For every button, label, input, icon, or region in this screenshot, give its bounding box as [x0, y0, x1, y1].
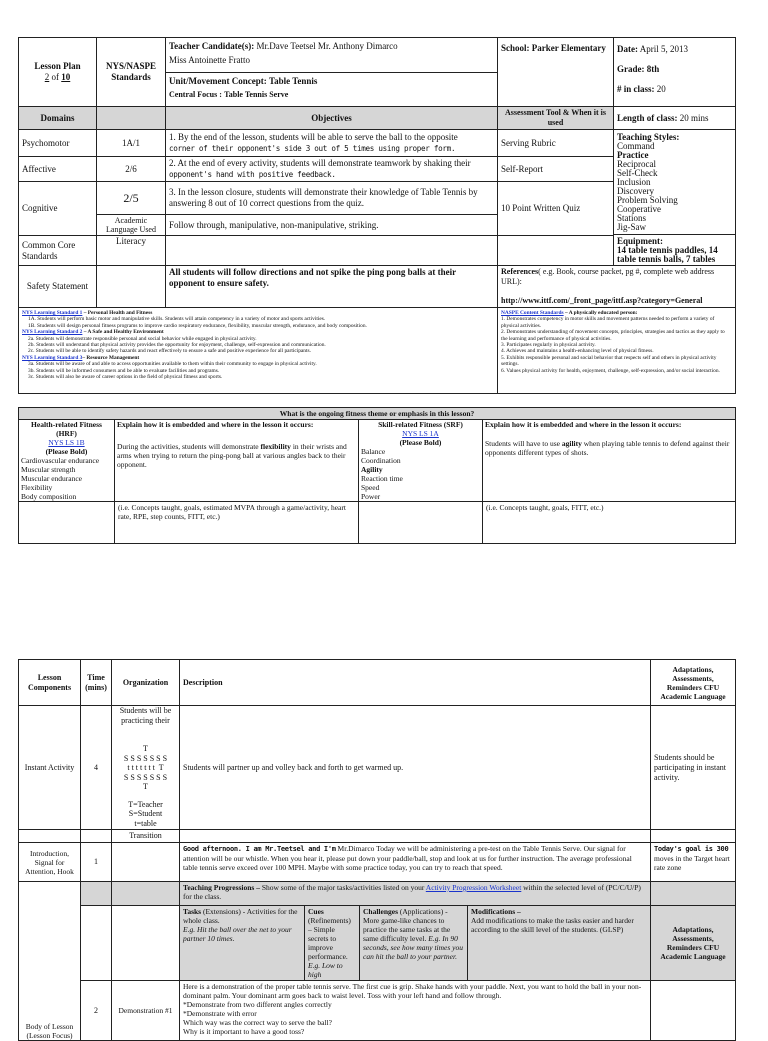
hrf-explanation — [117, 442, 356, 469]
lesson-total: 10 — [61, 72, 71, 82]
hrf-text-post: in their wrists and arms when trying to return the ping-pong ball at various angles back to their opponent. — [117, 442, 347, 469]
naspe-standards-list — [501, 316, 732, 374]
srf-cell — [359, 420, 483, 502]
lesson-plan-table — [18, 37, 736, 394]
nys-standard-title: – A Safe and Healthy Environment — [82, 329, 164, 336]
body-org: Demonstration #1 — [112, 981, 180, 1041]
domains-header: Domains — [19, 107, 97, 130]
tasks-text: (Extensions) - Activities for the whole class. — [183, 907, 298, 925]
modifications-cell — [468, 906, 651, 981]
academic-language-label: Academic Language Used — [97, 215, 166, 236]
nys-standard-line: 1B. Students will design personal fitness programs to improve cardio respiratory endurance, flexibility, muscular strength, endurance, and body composition. — [28, 322, 367, 329]
col-organization: Organization — [112, 660, 180, 706]
objective-text-a: 1. By the end of the lesson, students will be able to serve the ball to the opposite — [169, 132, 458, 142]
literacy-label: Literacy — [97, 236, 166, 266]
teacher-label: Teacher Candidate(s): — [169, 41, 255, 51]
srf-item: Power — [361, 492, 381, 501]
objective-text-a: 2. At the end of every activity, students will demonstrate teamwork by shaking their — [169, 158, 471, 168]
activity-progression-link[interactable]: Activity Progression Worksheet — [425, 883, 522, 892]
body-desc-line: Which way was the correct way to serve the ball? — [183, 1018, 332, 1027]
grade-label: Grade: — [617, 64, 645, 74]
col-adaptations: Adaptations, Assessments, Reminders CFU Academic Language — [651, 660, 736, 706]
challenges-text: (Applications) - More game-like chances to practice the same tasks at the same difficulty level. — [363, 907, 451, 943]
academic-language-text: Follow through, manipulative, non-manipulative, striking. — [166, 215, 498, 236]
hrf-cell — [19, 420, 115, 502]
references-hint: ( e.g. Book, course packet, pg #, complete web address URL): — [501, 267, 715, 286]
hrf-text-bold: flexibility — [260, 442, 291, 451]
teaching-style-item: Discovery — [617, 186, 654, 196]
naspe-standard-line: 3. Participates regularly in physical activity. — [501, 342, 596, 349]
naspe-standard-line: 6. Values physical activity for health, enjoyment, challenge, self-expression, and/or social interaction. — [501, 367, 720, 374]
hrf-text-pre: During the activities, students will demonstrate — [117, 442, 261, 451]
cues-text: (Refinements) – Simple secrets to improve performance. — [308, 916, 351, 961]
intro-label: Introduction, Signal for Attention, Hook — [19, 843, 81, 882]
challenges-cell — [360, 906, 468, 981]
hrf-item: Flexibility — [21, 483, 53, 492]
objective-psychomotor — [166, 130, 498, 157]
focus-label: Central Focus : — [169, 90, 222, 99]
naspe-standards-title: – A physically educated person: — [563, 310, 638, 316]
objective-text-b: corner of their opponent's side 3 out of 5 times using proper form. — [169, 144, 456, 153]
hrf-please-bold: (Please Bold) — [45, 447, 88, 456]
length-cell — [614, 107, 736, 130]
nys-standard-line: 3b. Students will be informed consumers and be able to evaluate facilities and programs. — [28, 367, 220, 374]
teaching-styles-list — [617, 142, 732, 264]
common-core-label: Common Core Standards — [19, 236, 97, 266]
naspe-standards-cell — [498, 308, 736, 394]
equipment-text: 14 table tennis paddles, 14 table tennis balls, 7 tables — [617, 245, 718, 264]
challenges-label: Challenges — [363, 907, 399, 916]
of-label: of — [51, 72, 59, 82]
body-label: Body of Lesson (Lesson Focus) — [19, 882, 81, 1041]
intro-adapt — [651, 843, 736, 882]
teaching-style-item: Inclusion — [617, 177, 651, 187]
tasks-cell — [180, 906, 305, 981]
teaching-progressions — [180, 882, 651, 906]
body-adapt-blank — [651, 981, 736, 1041]
safety-standard-blank — [97, 266, 166, 308]
instant-activity-time: 4 — [81, 706, 112, 830]
lesson-components-table — [18, 659, 736, 1041]
transition-label: Transition — [112, 830, 180, 843]
body-desc-list — [183, 982, 647, 1036]
focus-value: Table Tennis Serve — [224, 90, 289, 99]
nys-standard-link[interactable]: NYS Learning Standard 3 — [22, 354, 83, 361]
body-time: 2 — [81, 981, 112, 1041]
tasks-label: Tasks — [183, 907, 202, 916]
tp-adapt-blank — [651, 882, 736, 906]
srf-item: Coordination — [361, 456, 401, 465]
assessment-affective: Self-Report — [498, 157, 614, 182]
body-desc-line: Why is it important to have a good toss? — [183, 1027, 305, 1036]
transition-adapt-blank — [651, 830, 736, 843]
intro-time: 1 — [81, 843, 112, 882]
srf-text-bold: agility — [561, 439, 582, 448]
domain-psychomotor: Psychomotor — [19, 130, 97, 157]
tasks-time-blank — [81, 906, 112, 981]
assessment-header: Assessment Tool & When it is used — [498, 107, 614, 130]
teaching-style-item: Reciprocal — [617, 159, 656, 169]
srf-item: Speed — [361, 483, 380, 492]
safety-label: Safety Statement — [19, 266, 97, 308]
instant-activity-adapt: Students should be participating in instant activity. — [651, 706, 736, 830]
srf-please-bold: (Please Bold) — [399, 438, 442, 447]
naspe-standard-line: 2. Demonstrates understanding of movement concepts, principles, strategies and tactics as they apply to the learning and performance of physical activities. — [501, 329, 725, 342]
domain-affective: Affective — [19, 157, 97, 182]
srf-standard-link[interactable]: NYS LS 1A — [402, 429, 439, 438]
srf-explain-label: Explain how it is embedded and where in the lesson it occurs: — [485, 420, 682, 429]
tp-text-2: within the selected level of (PC/C/U/P) for the class. — [183, 883, 641, 901]
instant-org-intro: Students will be practicing their — [119, 706, 172, 725]
teaching-style-item: Practice — [617, 150, 649, 160]
nys-standard-link[interactable]: NYS Learning Standard 1 — [22, 310, 83, 316]
intro-org-blank — [112, 843, 180, 882]
class-count-label: # in class: — [617, 84, 655, 94]
court-diagram: T S S S S S S S t t t t t t t T S S S S S S S T — [123, 744, 168, 791]
naspe-standards-link[interactable]: NASPE Content Standards — [501, 310, 564, 316]
nys-standards-list — [22, 310, 494, 380]
standards-header-blank — [97, 107, 166, 130]
nys-standards-cell — [19, 308, 498, 394]
objective-affective — [166, 157, 498, 182]
transition-blank-1 — [19, 830, 81, 843]
standards-header: NYS/NASPE Standards — [97, 38, 166, 107]
assessment-cognitive: 10 Point Written Quiz — [498, 182, 614, 236]
diagram-key: T=Teacher S=Student t=table — [128, 799, 163, 828]
hrf-item: Muscular strength — [21, 465, 76, 474]
transition-blank-2 — [81, 830, 112, 843]
date-label: Date: — [617, 44, 638, 54]
intro-adapt-text: moves in the Target heart rate zone — [654, 854, 730, 872]
hrf-label: Health-related Fitness (HRF) — [31, 420, 102, 438]
nys-standard-line: 1A. Students will perform basic motor and manipulative skills. Students will attain competency in a variety of motor and sports activities. — [28, 316, 326, 323]
nys-standard-line: 2b. Students will understand that physical activity provides the opportunity for enjoyment, challenge, self-expression and communication. — [28, 342, 326, 349]
teaching-styles-cell — [614, 130, 736, 266]
date-value: April 5, 2013 — [639, 44, 689, 54]
srf-item: Balance — [361, 447, 386, 456]
cues-label: Cues — [308, 907, 324, 916]
intro-desc — [180, 843, 651, 882]
challenges-example: E.g. In 90 seconds, see how many times you can hit the ball to your partner. — [363, 934, 463, 961]
srf-label: Skill-related Fitness (SRF) — [378, 420, 463, 429]
length-label: Length of class: — [617, 112, 678, 123]
tp-label: Teaching Progressions – — [183, 883, 260, 892]
objective-cognitive: 3. In the lesson closure, students will demonstrate their knowledge of Table Tennis by answering 8 out of 10 correct questions from the quiz. — [166, 182, 498, 215]
srf-text-post: when playing table tennis to defend against their opponents different types of shots. — [485, 439, 730, 457]
instant-activity-desc: Students will partner up and volley back and forth to get warmed up. — [180, 706, 651, 830]
body-desc-line: Here is a demonstration of the proper table tennis serve. The first cue is grip. Shake hands with your paddle. Next, you want to hold the ball in your non-dominant palm. Your dominant arm goes back to waist level. Toss with your left hand and follow through. — [183, 982, 642, 1000]
col-description: Description — [180, 660, 651, 706]
nys-standard-title: – Personal Health and Fitness — [82, 310, 153, 316]
transition-desc-blank — [180, 830, 651, 843]
fitness-table — [18, 407, 736, 544]
hrf-standard-link[interactable]: NYS LS 1B — [48, 438, 85, 447]
domain-cognitive: Cognitive — [19, 182, 97, 236]
teaching-style-item: Stations — [617, 213, 647, 223]
equipment-block — [614, 234, 735, 264]
standard-cognitive: 2/5 — [97, 182, 166, 215]
teaching-style-item: Problem Solving — [617, 195, 678, 205]
body-desc-line: *Demonstrate with error — [183, 1009, 257, 1018]
tp-text: Show some of the major tasks/activities listed on your — [259, 883, 426, 892]
hrf-item: Cardiovascular endurance — [21, 456, 100, 465]
srf-concepts-blank — [359, 502, 483, 544]
teaching-style-item: Command — [617, 141, 655, 151]
tp-org-blank — [112, 882, 180, 906]
srf-concepts: (i.e. Concepts taught, goals, FITT, etc.) — [483, 502, 736, 544]
instant-activity-org — [112, 706, 180, 830]
tasks-example: E.g. Hit the ball over the net to your partner 10 times. — [183, 925, 292, 943]
school-cell — [498, 38, 614, 107]
reference-url[interactable]: http://www.ittf.com/_front_page/ittf.asp?category=General — [501, 296, 703, 305]
naspe-standard-line: 1. Demonstrates competency in motor skills and movement patterns needed to perform a variety of physical activities. — [501, 316, 715, 329]
adaptations-repeat: Adaptations, Assessments, Reminders CFU Academic Language — [651, 906, 736, 981]
intro-text: Mr.Dimarco Today we will be administering a pre-test on the Table Tennis Serve. Our signal for attention will be our whistle. When you hear it, please put down your paddle/ball, stop and look at us for further instruction. The average professional table tennis serve exceed over 100 MPH. Maybe with some practice today, you can try to reach that speed. — [183, 844, 632, 872]
school-value: Parker Elementary — [531, 43, 606, 53]
lesson-number: 2 — [44, 72, 50, 82]
hrf-explain-cell — [115, 420, 359, 502]
standard-affective: 2/6 — [97, 157, 166, 182]
body-desc — [180, 981, 651, 1041]
intro-handwritten: Good afternoon. I am Mr.Teetsel and I'm — [183, 845, 336, 853]
teaching-style-item: Self-Check — [617, 168, 658, 178]
assessment-psychomotor: Serving Rubric — [498, 130, 614, 157]
teaching-style-item: Jig-Saw — [617, 222, 646, 232]
teacher-name-3: Miss Antoinette Fratto — [169, 55, 250, 65]
hrf-explain-label: Explain how it is embedded and where in the lesson it occurs: — [117, 420, 314, 429]
date-grade-cell — [614, 38, 736, 107]
nys-standard-title: – Resource Management — [82, 354, 140, 361]
objective-text-b: opponent's hand with positive feedback. — [169, 170, 336, 179]
col-time: Time (mins) — [81, 660, 112, 706]
nys-standard-line: 2c. Students will be able to identify safety hazards and react effectively to ensure a safe and positive experience for all participants. — [28, 348, 311, 355]
nys-standard-line: 3c. Students will also be aware of career options in the field of physical fitness and sports. — [28, 374, 223, 381]
srf-explanation — [485, 439, 733, 457]
naspe-standard-line: 5. Exhibits responsible personal and social behavior that respects self and others in physical activity settings. — [501, 354, 717, 368]
lesson-plan-label: Lesson Plan — [34, 61, 81, 71]
srf-text-pre: Students will have to use — [485, 439, 562, 448]
instant-activity-label: Instant Activity — [19, 706, 81, 830]
unit-label: Unit/Movement Concept: — [169, 76, 267, 86]
objectives-header: Objectives — [166, 107, 498, 130]
cues-cell — [305, 906, 360, 981]
srf-list — [361, 447, 480, 501]
length-value: 20 mins — [679, 112, 709, 123]
teaching-styles-label: Teaching Styles: — [617, 132, 680, 142]
nys-standard-line: 3a. Students will be aware of and able to access opportunities available to them within their community to engage in physical activity. — [28, 361, 317, 368]
fitness-question: What is the ongoing fitness theme or emphasis in this lesson? — [19, 408, 736, 420]
nys-standard-line: 2a. Students will demonstrate responsible personal and social behavior while engaged in physical activity. — [28, 335, 257, 342]
body-desc-line: *Demonstrate from two different angles correctly — [183, 1000, 332, 1009]
teacher-names: Mr.Dave Teetsel Mr. Anthony Dimarco — [256, 41, 398, 51]
school-label: School: — [501, 43, 530, 53]
hrf-item: Muscular endurance — [21, 474, 83, 483]
common-core-blank — [166, 236, 498, 266]
teacher-unit-cell — [166, 38, 498, 107]
references-cell — [498, 266, 736, 308]
modifications-text: Add modifications to make the tasks easier and harder according to the skill level of the students. (GLSP) — [471, 916, 634, 934]
cues-example: E.g. Low to high — [308, 961, 343, 979]
nys-standard-link[interactable]: NYS Learning Standard 2 — [22, 329, 83, 336]
safety-text: All students will follow directions and not spike the ping pong balls at their opponent to ensure safety. — [166, 266, 498, 308]
grade-value: 8th — [646, 64, 660, 74]
hrf-concepts-blank — [19, 502, 115, 544]
equipment-label: Equipment: — [617, 236, 664, 246]
col-lesson-components: Lesson Components — [19, 660, 81, 706]
class-count-value: 20 — [656, 84, 666, 94]
unit-value: Table Tennis — [268, 76, 318, 86]
hrf-concepts: (i.e. Concepts taught, goals, estimated MVPA through a game/activity, heart rate, RPE, step counts, FITT, etc.) — [115, 502, 359, 544]
references-label: References — [501, 267, 539, 276]
standard-psychomotor: 1A/1 — [97, 130, 166, 157]
tp-time-blank — [81, 882, 112, 906]
hrf-item: Body composition — [21, 492, 77, 501]
lesson-plan-cell — [19, 38, 97, 107]
srf-explain-cell — [483, 420, 736, 502]
tasks-org-blank — [112, 906, 180, 981]
hrf-list — [21, 456, 112, 501]
teaching-style-item: Cooperative — [617, 204, 661, 214]
common-core-assessment-blank — [498, 236, 614, 266]
srf-item: Reaction time — [361, 474, 403, 483]
naspe-standard-line: 4. Achieves and maintains a health-enhancing level of physical fitness. — [501, 348, 654, 355]
srf-item: Agility — [361, 465, 383, 474]
modifications-label: Modifications – — [471, 907, 521, 916]
intro-adapt-handwritten: Today's goal is 300 — [654, 845, 729, 853]
